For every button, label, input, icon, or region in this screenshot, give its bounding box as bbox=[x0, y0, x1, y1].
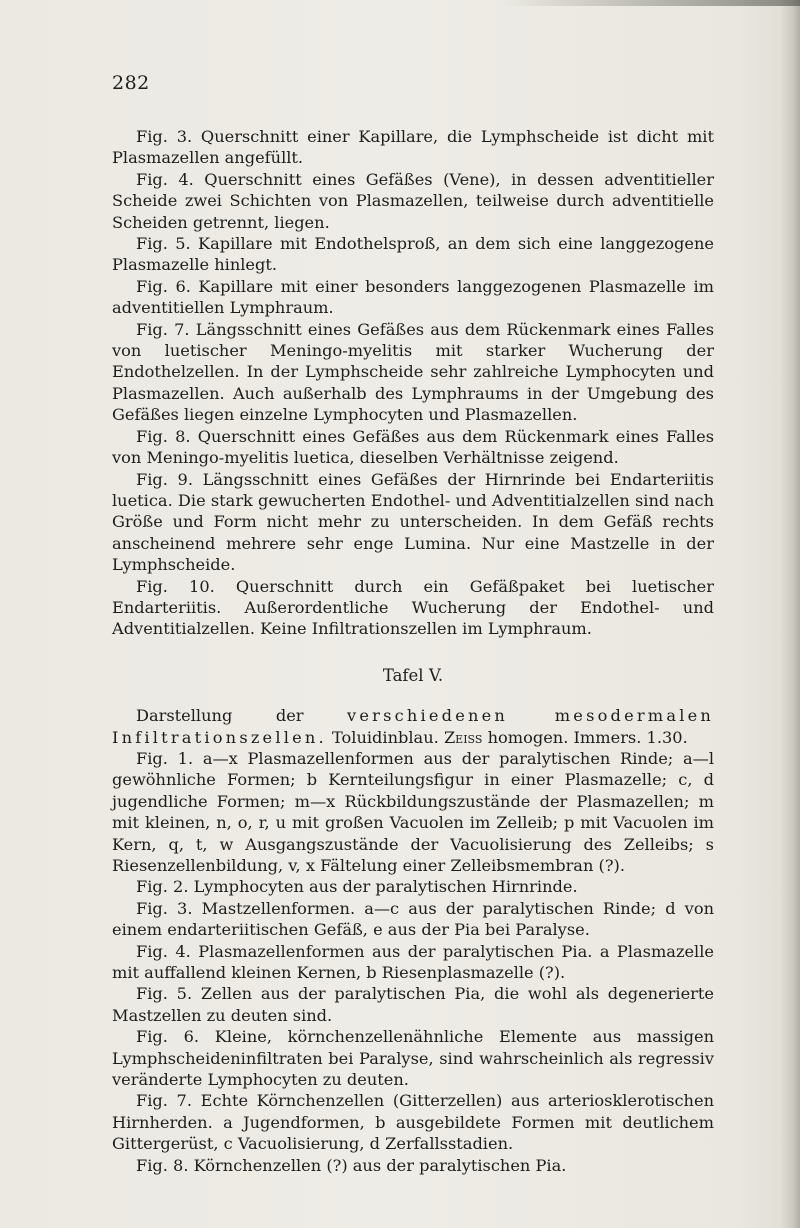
figure-caption: Fig. 2. Lymphocyten aus der paralytischen Hirnrinde. bbox=[136, 877, 578, 897]
figure-caption: Fig. 5. Kapillare mit Endothelsproß, an dem sich eine langgezogene Plasmazelle hinlegt. bbox=[112, 234, 714, 275]
figure-caption: Fig. 6. Kleine, körnchenzellenähnliche Elemente aus massigen Lymphscheideninfiltraten bei Paralyse, sind wahrscheinlich als regressiv veränderte Lymphocyten zu deuten. bbox=[112, 1027, 714, 1090]
figure-caption: Fig. 8. Körnchenzellen (?) aus der paralytischen Pia. bbox=[136, 1155, 567, 1175]
section-heading: Tafel V. bbox=[382, 665, 444, 685]
intro-stain: Toluidinblau. bbox=[326, 727, 444, 747]
figure-caption: Fig. 1. a—x Plasmazellenformen aus der paralytischen Rinde; a—l gewöhnliche Formen; b Kernteilungsfigur in einer Plasmazelle; c, d jugendliche Formen; m—x Rückbildungszustände der Plasmazellen; m mit kleinen, n, o, r, u mit großen Vacuolen im Zelleib; p mit Vacuolen im Kern, q, t, w Ausgangszustände der Vacuolisierung des Zelleibs; s Riesenzellenbildung, v, x Fältelung einer Zelleibsmembran (?). bbox=[112, 748, 714, 875]
figure-caption: Fig. 4. Plasmazellenformen aus der paralytischen Pia. a Plasmazelle mit auffallend kleinen Kernen, b Riesenplasmazelle (?). bbox=[112, 941, 714, 983]
intro-spaced-text: verschiedenen mesodermalen Infiltrationszellen. bbox=[112, 706, 714, 747]
figure-caption: Fig. 4. Querschnitt eines Gefäßes (Vene), in dessen adventitieller Scheide zwei Schichten von Plasmazellen, teilweise durch adventitielle Scheiden getrennt, liegen. bbox=[112, 169, 714, 232]
page-number: 282 bbox=[112, 72, 150, 94]
figure-caption: Fig. 10. Querschnitt durch ein Gefäßpaket bei luetischer Endarteriitis. Außerordentliche Wucherung der Endothel- und Adventitialzellen. Keine Infiltrationszellen im Lymphraum. bbox=[112, 576, 714, 639]
page-edge-shadow bbox=[780, 0, 800, 1228]
figure-caption: Fig. 7. Echte Körnchenzellen (Gitterzellen) aus arteriosklerotischen Hirnherden. a Jugendformen, b ausgebildete Formen mit deutlichem Gittergerüst, c Vacuolisierung, d Zerfallsstadien. bbox=[112, 1091, 714, 1154]
figure-caption: Fig. 9. Längsschnitt eines Gefäßes der Hirnrinde bei Endarteriitis luetica. Die stark gewucherten Endothel- und Adventitialzellen sind nach Größe und Form nicht mehr zu unterscheiden. In dem Gefäß rechts anscheinend mehrere sehr enge Lumina. Nur eine Mastzelle in der Lymphscheide. bbox=[112, 469, 714, 575]
intro-manufacturer: Zeiss bbox=[443, 727, 483, 747]
figure-caption: Fig. 3. Querschnitt einer Kapillare, die Lymphscheide ist dicht mit Plasmazellen angefüllt. bbox=[112, 127, 714, 168]
figure-caption: Fig. 3. Mastzellenformen. a—c aus der paralytischen Rinde; d von einem endarteriitischen Gefäß, e aus der Pia bei Paralyse. bbox=[112, 898, 714, 940]
figure-caption: Fig. 7. Längsschnitt eines Gefäßes aus dem Rückenmark eines Falles von luetischer Meningo-myelitis mit starker Wucherung der Endothelzellen. In der Lymphscheide sehr zahlreiche Lymphocyten und Plasmazellen. Auch außerhalb des Lymphraums in der Umgebung des Gefäßes liegen einzelne Lymphocyten und Plasmazellen. bbox=[112, 319, 714, 425]
figure-caption: Fig. 6. Kapillare mit einer besonders langgezogenen Plasmazelle im adventitiellen Lymphraum. bbox=[112, 276, 714, 318]
figure-caption: Fig. 5. Zellen aus der paralytischen Pia, die wohl als degenerierte Mastzellen zu deuten sind. bbox=[112, 984, 714, 1025]
figure-caption: Fig. 8. Querschnitt eines Gefäßes aus dem Rückenmark eines Falles von Meningo-myelitis luetica, dieselben Verhältnisse zeigend. bbox=[112, 426, 714, 468]
section-intro bbox=[112, 705, 714, 748]
intro-lead: Darstellung der bbox=[136, 706, 304, 726]
page-top-shadow bbox=[500, 0, 800, 6]
intro-optics: homogen. Immers. 1.30. bbox=[482, 727, 688, 747]
page-body bbox=[112, 126, 714, 1176]
